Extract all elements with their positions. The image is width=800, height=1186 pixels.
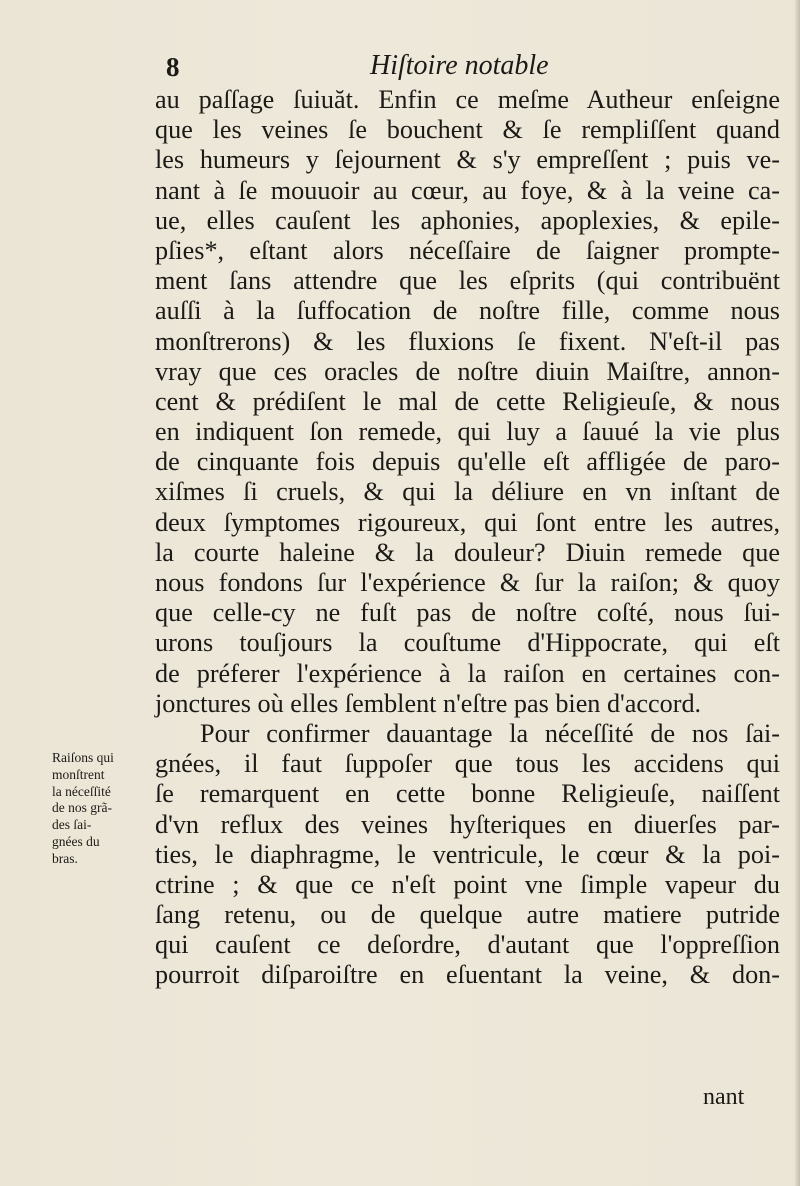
margin-note-line: des ſai- xyxy=(52,817,92,833)
text-line: pſies*, eſtant alors néceſſaire de ſaigner prompte- xyxy=(155,235,780,265)
text-line: ſe remarquent en cette bonne Religieuſe, naiſſent xyxy=(155,779,780,809)
text-line: nant à ſe mouuoir au cœur, au foye, & à la veine ca- xyxy=(155,175,780,205)
text-line: deux ſymptomes rigoureux, qui ſont entre les autres, xyxy=(155,507,780,537)
text-line: vray que ces oracles de noſtre diuin Maiſtre, annon- xyxy=(155,356,780,386)
text-line: gnées, il faut ſuppoſer que tous les accidens qui xyxy=(155,749,780,779)
text-line: cent & prédiſent le mal de cette Religieuſe, & nous xyxy=(155,386,780,416)
text-line: ment ſans attendre que les eſprits (qui contribuënt xyxy=(155,266,780,296)
text-line: jonctures où elles ſemblent n'eſtre pas bien d'accord. xyxy=(155,688,702,718)
text-line: monſtrerons) & les fluxions ſe fixent. N'eſt-il pas xyxy=(155,326,780,356)
text-line: auſſi à la ſuffocation de noſtre fille, comme nous xyxy=(155,296,780,326)
text-line: que les veines ſe bouchent & ſe rempliſſent quand xyxy=(155,115,780,145)
text-line: au paſſage ſuiuăt. Enfin ce meſme Autheur enſeigne xyxy=(155,85,780,114)
running-head: Hiſtoire notable xyxy=(370,50,549,81)
margin-note-line: gnées du xyxy=(52,833,100,849)
margin-note-line: la néceſſité xyxy=(52,783,111,799)
margin-note-line: monſtrent xyxy=(52,766,105,782)
margin-note-line: bras. xyxy=(52,850,78,866)
text-line: qui cauſent ce deſordre, d'autant que l'oppreſſion xyxy=(155,930,780,960)
margin-note-line: de nos grã- xyxy=(52,800,112,816)
text-line: pourroit diſparoiſtre en eſuentant la veine, & don- xyxy=(155,960,780,990)
gutter-shadow xyxy=(794,0,800,1186)
text-line: nous fondons ſur l'expérience & ſur la raiſon; & quoy xyxy=(155,568,780,597)
catchword: nant xyxy=(703,1084,745,1110)
text-line: ties, le diaphragme, le ventricule, le cœur & la poi- xyxy=(155,839,780,869)
text-line: urons touſjours la couſtume d'Hippocrate, qui eſt xyxy=(155,628,780,658)
body-text xyxy=(155,85,780,991)
text-line: de cinquante fois depuis qu'elle eſt affligée de paro- xyxy=(155,447,780,477)
paragraph-first-line: Pour confirmer dauantage la néceſſité de nos ſai- xyxy=(200,718,780,748)
text-line: de préferer l'expérience à la raiſon en certaines con- xyxy=(155,658,780,688)
text-line: d'vn reflux des veines hyſteriques en diuerſes par- xyxy=(155,809,780,839)
text-line: xiſmes ſi cruels, & qui la déliure en vn inſtant de xyxy=(155,477,780,507)
text-line: les humeurs y ſejournent & s'y empreſſent ; puis ve- xyxy=(155,145,780,175)
text-line: la courte haleine & la douleur? Diuin remede que xyxy=(155,537,780,567)
margin-note xyxy=(52,750,142,868)
text-line: que celle-cy ne fuſt pas de noſtre coſté, nous ſui- xyxy=(155,598,780,628)
page-number: 8 xyxy=(166,52,180,82)
page-header xyxy=(0,50,800,90)
text-line: ctrine ; & que ce n'eſt point vne ſimple vapeur du xyxy=(155,869,780,899)
margin-note-line: Raiſons qui xyxy=(52,750,114,765)
text-line: ſang retenu, ou de quelque autre matiere putride xyxy=(155,900,780,930)
text-line: en indiquent ſon remede, qui luy a ſauué la vie plus xyxy=(155,417,780,447)
text-line: ue, elles cauſent les aphonies, apoplexies, & epile- xyxy=(155,205,780,235)
